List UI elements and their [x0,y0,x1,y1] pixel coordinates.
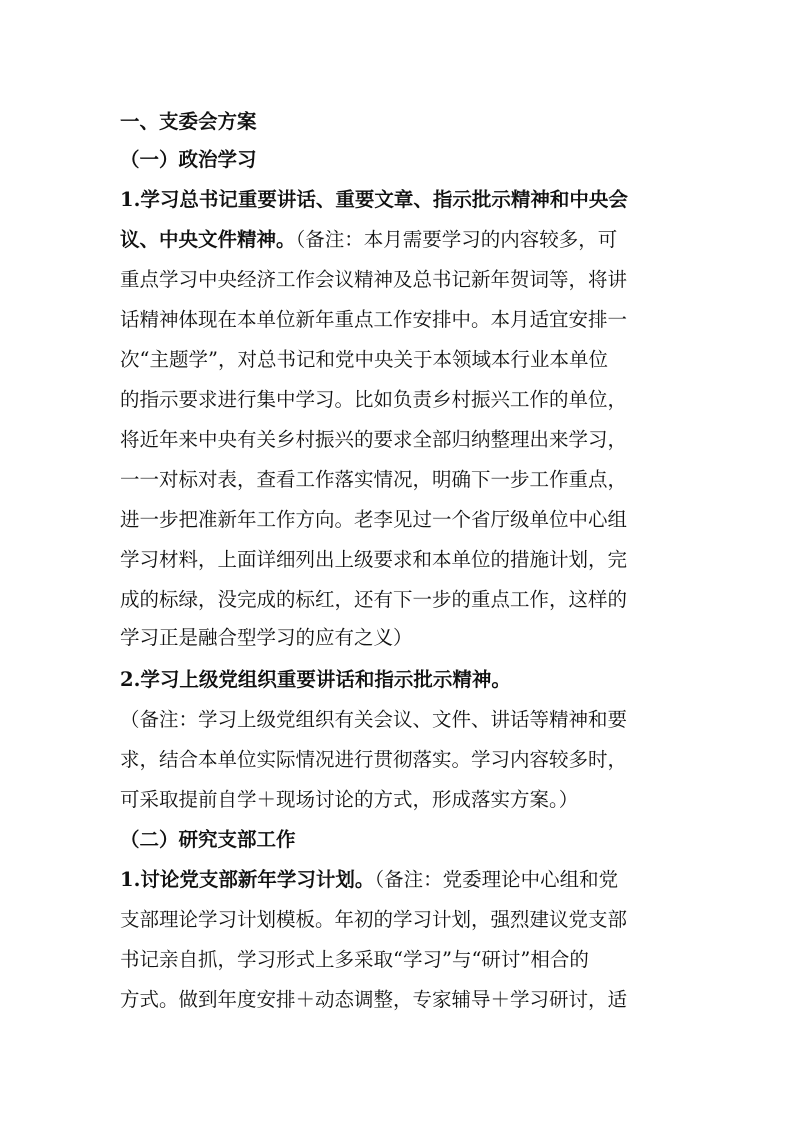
paragraph-line [120,348,608,372]
paragraph-line [120,788,578,812]
line-text: 1.学习总书记重要讲话、重要文章、指示批示精神和中央会 [120,188,628,211]
line-text: 进一步把准新年工作方向。老李见过一个省厅级单位中心组 [120,508,628,531]
paragraph-line [120,988,627,1012]
paragraph-line [120,548,627,572]
heading-text: （一）政治学习 [120,148,257,171]
line-text: 成的标绿，没完成的标红，还有下一步的重点工作，这样的 [120,588,628,611]
heading-text: （二）研究支部工作 [120,828,296,851]
line-text: 话精神体现在本单位新年重点工作安排中。本月适宜安排一 [120,308,628,331]
line-text: 求，结合本单位实际情况进行贯彻落实。学习内容较多时， [120,748,628,771]
paragraph-line [120,868,618,892]
paragraph-line [120,228,617,252]
paragraph-line [120,668,511,692]
line-text: 学习材料，上面详细列出上级要求和本单位的措施计划，完 [120,548,628,571]
paragraph-line [120,308,627,332]
line-text: 可采取提前自学＋现场讨论的方式，形成落实方案。） [120,788,579,811]
paragraph-line [120,588,627,612]
section-heading [120,110,257,134]
line-text-bold: 议、中央文件精神。 [120,228,296,251]
paragraph-line [120,188,628,212]
paragraph-line [120,388,627,412]
line-text: 学习正是融合型学习的应有之义） [120,626,413,649]
line-text: 书记亲自抓，学习形式上多采取“学习”与“研讨”相合的 [120,948,589,971]
line-text: （备注：本月需要学习的内容较多，可 [295,228,618,251]
subsection-heading [120,148,257,172]
paragraph-line [120,428,627,452]
paragraph-line [120,948,589,972]
paragraph-line [120,908,627,932]
paragraph-line [120,508,627,532]
paragraph-line [120,468,627,492]
line-text: 方式。做到年度安排＋动态调整，专家辅导＋学习研讨，适 [120,988,628,1011]
line-text: 支部理论学习计划模板。年初的学习计划，强烈建议党支部 [120,908,628,931]
line-text: 重点学习中央经济工作会议精神及总书记新年贺词等，将讲 [120,268,628,291]
line-text: 将近年来中央有关乡村振兴的要求全部归纳整理出来学习， [120,428,628,451]
line-text: （备注：党委理论中心组和党 [374,868,619,891]
line-text: 的指示要求进行集中学习。比如负责乡村振兴工作的单位， [120,388,628,411]
line-text-bold: 1.讨论党支部新年学习计划。 [120,868,375,891]
paragraph-line [120,708,627,732]
paragraph-line [120,626,413,650]
paragraph-line [120,748,627,772]
line-text: （备注：学习上级党组织有关会议、文件、讲话等精神和要 [120,708,628,731]
line-text: 2.学习上级党组织重要讲话和指示批示精神。 [120,668,511,691]
line-text: 一一对标对表，查看工作落实情况，明确下一步工作重点， [120,468,628,491]
line-text: 次“主题学”，对总书记和党中央关于本领域本行业本单位 [120,348,608,371]
heading-text: 一、支委会方案 [120,110,257,133]
subsection-heading [120,828,296,852]
paragraph-line [120,268,627,292]
